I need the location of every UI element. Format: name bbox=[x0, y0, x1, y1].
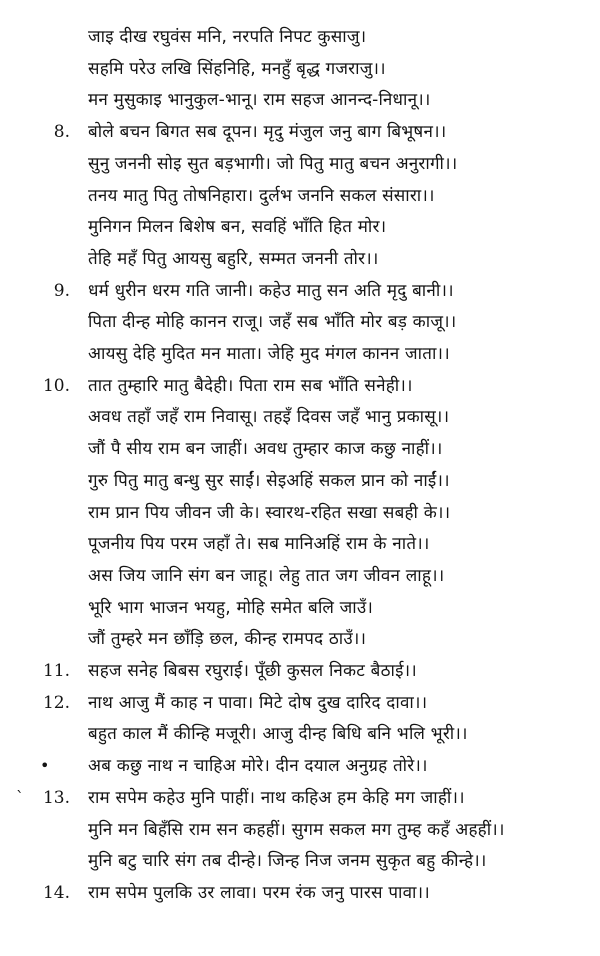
verse-number: 14. bbox=[42, 882, 70, 903]
verse-text: सहमि परेउ लखि सिंहनिहि, मनहुँ बृद्ध गजराजु।। bbox=[88, 58, 386, 79]
verse-text: पूजनीय पिय परम जहाँ ते। सब मानिअहिं राम के नाते।। bbox=[88, 534, 430, 555]
verse-text: राम प्रान पिय जीवन जी के। स्वारथ-रहित सखा सबही के।। bbox=[88, 502, 451, 523]
verse-text: आयसु देहि मुदित मन माता। जेहि मुद मंगल कानन जाता।। bbox=[88, 344, 450, 364]
verse-text: अवध तहाँ जहँ राम निवासू। तहइँ दिवस जहँ भानु प्रकासू।। bbox=[88, 407, 450, 428]
verse-text: सहज सनेह बिबस रघुराई। पूँछी कुसल निकट बैठाई।। bbox=[88, 661, 417, 681]
verse-line bbox=[0, 878, 600, 908]
verse-text: गुरु पितु मातु बन्धु सुर साईं। सेइअहिं सकल प्रान को नाईं।। bbox=[88, 470, 450, 491]
verse-text: बहुत काल मैं कीन्हि मजूरी। आजु दीन्ह बिधि बनि भलि भूरी।। bbox=[88, 724, 468, 745]
verse-text: भूरि भाग भाजन भयहु, मोहि समेत बलि जाउँ। bbox=[88, 597, 374, 618]
verse-text: नाथ आजु मैं काह न पावा। मिटे दोष दुख दारिद दावा।। bbox=[88, 692, 428, 713]
verse-text: राम सपेम कहेउ मुनि पाहीं। नाथ कहिअ हम केहि मग जाहीं।। bbox=[88, 787, 465, 808]
verse-text: तेहि महँ पितु आयसु बहुरि, सम्मत जननी तोर।। bbox=[88, 248, 379, 269]
verse-line bbox=[0, 85, 600, 115]
verse-line bbox=[0, 846, 600, 876]
margin-mark: • bbox=[40, 756, 50, 776]
verse-line bbox=[0, 244, 600, 274]
verse-line bbox=[0, 212, 600, 242]
verse-line bbox=[0, 54, 600, 84]
verse-line bbox=[0, 624, 600, 654]
verse-line bbox=[0, 498, 600, 528]
verse-number: 8. bbox=[53, 122, 70, 143]
verse-number: 9. bbox=[53, 280, 70, 301]
verse-text: मुनिगन मिलन बिशेष बन, सवहिं भाँति हित मोर। bbox=[88, 217, 387, 238]
verse-number: 11. bbox=[42, 661, 70, 681]
verse-line bbox=[0, 117, 600, 147]
verse-text: तनय मातु पितु तोषनिहारा। दुर्लभ जननि सकल संसारा।। bbox=[88, 185, 435, 206]
verse-line bbox=[0, 402, 600, 432]
verse-text: जौं तुम्हरे मन छाँड़ि छल, कीन्ह रामपद ठाउँ।। bbox=[88, 629, 367, 650]
verse-line bbox=[0, 276, 600, 306]
verse-text: अब कछु नाथ न चाहिअ मोरे। दीन दयाल अनुग्रह तोरे।। bbox=[88, 756, 428, 777]
verse-text: तात तुम्हारि मातु बैदेही। पिता राम सब भाँति सनेही।। bbox=[88, 375, 413, 396]
verse-line bbox=[0, 688, 600, 718]
verse-line bbox=[0, 815, 600, 845]
verse-text: मुनि बटु चारि संग तब दीन्हे। जिन्ह निज जनम सुकृत बहु कीन्हे।। bbox=[88, 851, 487, 872]
verse-line bbox=[0, 307, 600, 337]
verse-line bbox=[0, 529, 600, 559]
verse-number: 12. bbox=[42, 692, 70, 713]
verse-text: सुनु जननी सोइ सुत बड़भागी। जो पितु मातु बचन अनुरागी।। bbox=[88, 153, 458, 174]
verse-text: धर्म धुरीन धरम गति जानी। कहेउ मातु सन अति मृदु बानी।। bbox=[88, 280, 454, 301]
verse-line bbox=[0, 22, 600, 52]
verse-line bbox=[0, 719, 600, 749]
verse-number: 13. bbox=[42, 787, 70, 808]
verse-number: 10. bbox=[42, 375, 70, 396]
verse-line bbox=[0, 434, 600, 464]
verse-text: मन मुसुकाइ भानुकुल-भानू। राम सहज आनन्द-निधानू।। bbox=[88, 90, 431, 111]
verse-text: बोले बचन बिगत सब दूपन। मृदु मंजुल जनु बाग बिभूषन।। bbox=[88, 122, 447, 143]
verse-line bbox=[0, 751, 600, 781]
verse-text: जौं पै सीय राम बन जाहीं। अवध तुम्हार काज कछु नाहीं।। bbox=[88, 439, 443, 460]
verse-line bbox=[0, 561, 600, 591]
verse-line bbox=[0, 181, 600, 211]
verse-text: पिता दीन्ह मोहि कानन राजू। जहँ सब भाँति मोर बड़ काजू।। bbox=[88, 312, 457, 333]
verse-text: जाइ दीख रघुवंस मनि, नरपति निपट कुसाजु। bbox=[88, 27, 367, 47]
verse-text: अस जिय जानि संग बन जाहू। लेहु तात जग जीवन लाहू।। bbox=[88, 565, 445, 586]
verse-line bbox=[0, 466, 600, 496]
margin-mark: ` bbox=[16, 787, 24, 807]
verse-line bbox=[0, 656, 600, 686]
verse-text: मुनि मन बिहँसि राम सन कहहीं। सुगम सकल मग तुम्ह कहँ अहहीं।। bbox=[88, 819, 505, 840]
verse-line bbox=[0, 339, 600, 369]
verse-text: राम सपेम पुलकि उर लावा। परम रंक जनु पारस पावा।। bbox=[88, 882, 430, 903]
verse-line bbox=[0, 593, 600, 623]
verse-line bbox=[0, 149, 600, 179]
verse-line bbox=[0, 371, 600, 401]
verse-line bbox=[0, 783, 600, 813]
